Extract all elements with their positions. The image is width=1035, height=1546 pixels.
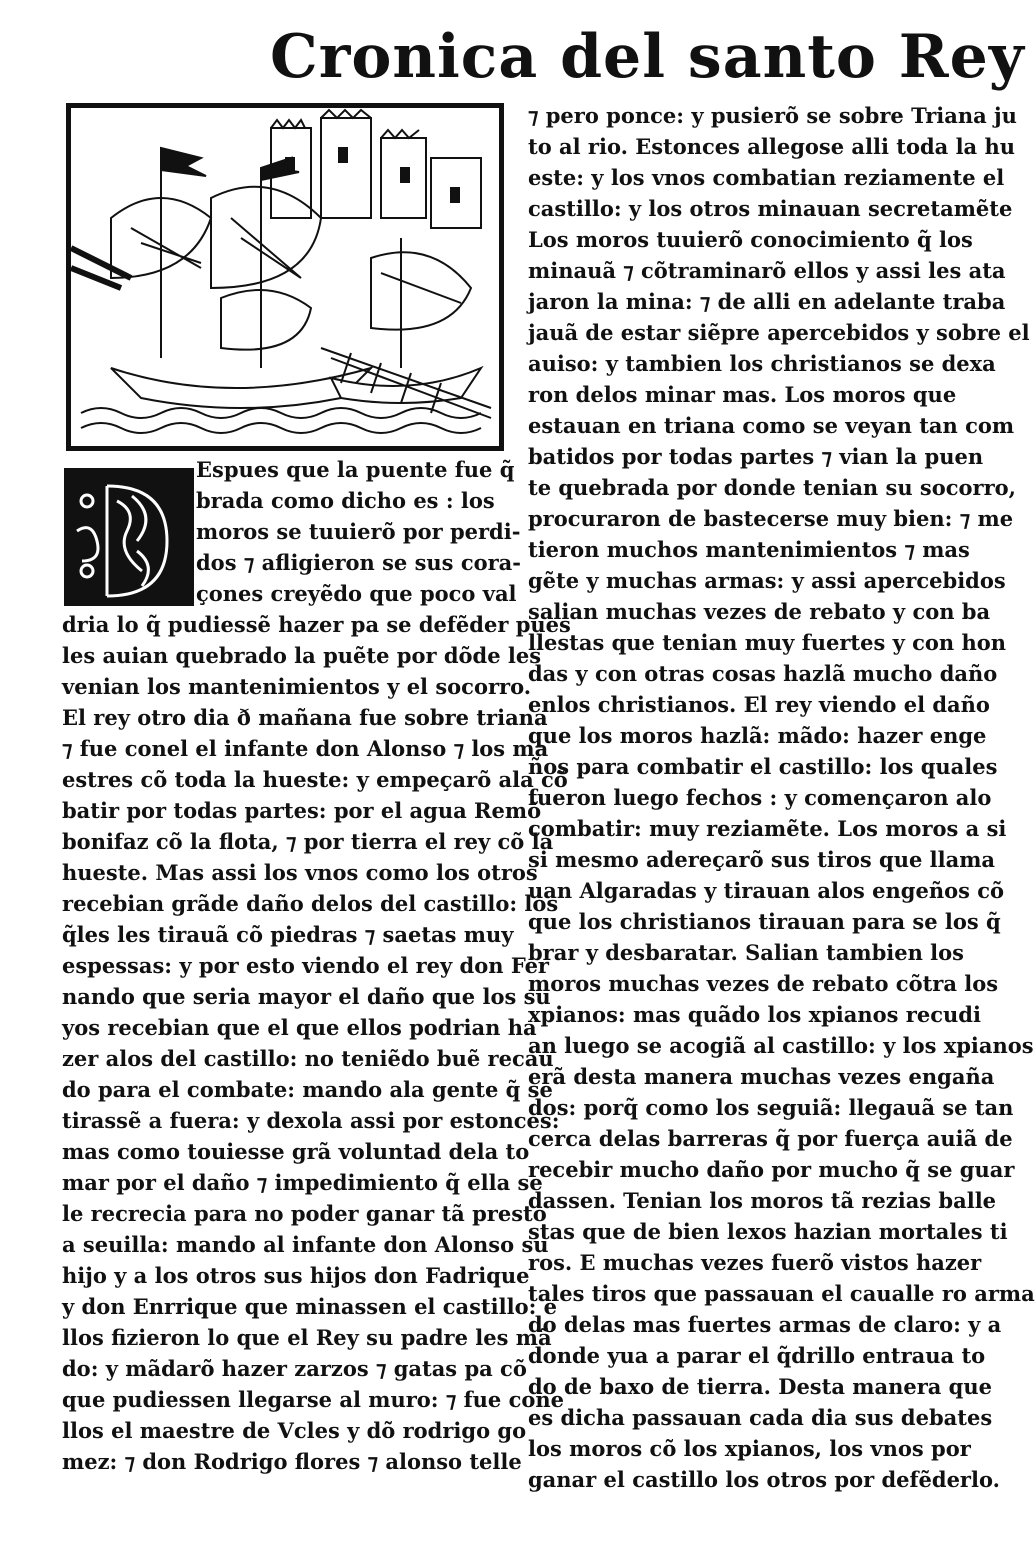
text-line: le recrecia para no poder ganar tã presto: [62, 1201, 547, 1226]
text-line: do: y mãdarõ hazer zarzos ⁊ gatas pa cõ: [62, 1356, 527, 1381]
text-line: y don Enrrique que minassen el castillo: e: [62, 1294, 557, 1319]
text-line: dassen. Tenian los moros tã rezias balle: [528, 1188, 997, 1213]
right-column: [528, 100, 1035, 1495]
text-line: yos recebian que el que ellos podrian ha: [62, 1015, 537, 1040]
text-line: dria lo q̃ pudiessẽ hazer pa se defẽder pues: [62, 612, 571, 637]
text-line: bonifaz cõ la flota, ⁊ por tierra el rey cõ la: [62, 829, 554, 854]
text-line: tieron muchos mantenimientos ⁊ mas: [528, 537, 970, 562]
running-head: Cronica del santo Rey: [270, 22, 1025, 92]
text-line: llos el maestre de Vcles y dõ rodrigo go: [62, 1418, 527, 1443]
text-line: donde yua a parar el q̃drillo entraua to: [528, 1343, 986, 1368]
text-line: dos ⁊ afligieron se sus cora-: [196, 550, 521, 575]
text-line: enlos christianos. El rey viendo el daño: [528, 692, 990, 717]
text-line: recebian grãde daño delos del castillo: los: [62, 891, 559, 916]
text-line: cerca delas barreras q̃ por fuerça auiã de: [528, 1126, 1013, 1151]
text-line: do delas mas fuertes armas de claro: y a: [528, 1312, 1002, 1337]
text-line: an luego se acogiã al castillo: y los xpianos: [528, 1033, 1034, 1058]
text-line: que los moros hazlã: mãdo: hazer enge: [528, 723, 987, 748]
text-line: hueste. Mas assi los vnos como los otros: [62, 860, 538, 885]
text-line: combatir: muy reziamẽte. Los moros a si: [528, 816, 1007, 841]
text-line: castillo: y los otros minauan secretamẽte: [528, 196, 1013, 221]
text-line: ⁊ pero ponce: y pusierõ se sobre Triana ju: [528, 103, 1017, 128]
text-line: moros se tuuierõ por perdi-: [196, 519, 521, 544]
text-line: este: y los vnos combatian reziamente el: [528, 165, 1005, 190]
text-line: te quebrada por donde tenian su socorro,: [528, 475, 1016, 500]
text-line: ños para combatir el castillo: los quales: [528, 754, 998, 779]
text-line: venian los mantenimientos y el socorro.: [62, 674, 532, 699]
text-line: gẽte y muchas armas: y assi apercebidos: [528, 568, 1006, 593]
text-line: mez: ⁊ don Rodrigo flores ⁊ alonso telle: [62, 1449, 522, 1474]
text-line: jaron la mina: ⁊ de alli en adelante traba: [528, 289, 1006, 314]
text-line: tales tiros que passauan el caualle ro arma: [528, 1281, 1035, 1306]
text-line: do de baxo de tierra. Desta manera que: [528, 1374, 992, 1399]
text-line: es dicha passauan cada dia sus debates: [528, 1405, 993, 1430]
text-line: espessas: y por esto viendo el rey don Fer: [62, 953, 549, 978]
text-line: zer alos del castillo: no teniẽdo buẽ recau: [62, 1046, 554, 1071]
text-line: moros muchas vezes de rebato cõtra los: [528, 971, 999, 996]
left-column-beside-initial: [196, 454, 521, 609]
text-line: a seuilla: mando al infante don Alonso su: [62, 1232, 549, 1257]
text-line: llos fizieron lo que el Rey su padre les mã: [62, 1325, 552, 1350]
text-line: nando que seria mayor el daño que los su: [62, 984, 551, 1009]
text-line: ron delos minar mas. Los moros que: [528, 382, 957, 407]
text-line: brada como dicho es : los: [196, 488, 495, 513]
text-line: mas como touiesse grã voluntad dela to: [62, 1139, 530, 1164]
text-line: salian muchas vezes de rebato y con ba: [528, 599, 991, 624]
text-line: que los christianos tirauan para se los q̃: [528, 909, 1001, 934]
text-line: les auian quebrado la puẽte por dõde les: [62, 643, 542, 668]
text-line: ros. E muchas vezes fuerõ vistos hazer: [528, 1250, 982, 1275]
text-line: dos: porq̃ como los seguiã: llegauã se tan: [528, 1095, 1014, 1120]
text-line: que pudiessen llegarse al muro: ⁊ fue cone: [62, 1387, 565, 1412]
text-line: stas que de bien lexos hazian mortales ti: [528, 1219, 1008, 1244]
text-line: ⁊ fue conel el infante don Alonso ⁊ los ma: [62, 736, 549, 761]
text-line: auiso: y tambien los christianos se dexa: [528, 351, 996, 376]
ships-and-castle-woodcut: [66, 103, 504, 451]
woodcut-illustration: [71, 108, 499, 446]
text-line: los moros cõ los xpianos, los vnos por: [528, 1436, 971, 1461]
text-line: minauã ⁊ cõtraminarõ ellos y assi les ata: [528, 258, 1006, 283]
text-line: uan Algaradas y tirauan alos engeños cõ: [528, 878, 1005, 903]
decorated-initial: [64, 468, 194, 606]
left-column: [62, 609, 571, 1477]
text-line: estauan en triana como se veyan tan com: [528, 413, 1015, 438]
text-line: batir por todas partes: por el agua Remõ: [62, 798, 542, 823]
text-line: jauã de estar siẽpre apercebidos y sobre el: [528, 320, 1030, 345]
decorated-initial-d: [67, 471, 191, 603]
text-line: das y con otras cosas hazlã mucho daño: [528, 661, 998, 686]
text-line: erã desta manera muchas vezes engaña: [528, 1064, 995, 1089]
text-line: fueron luego fechos : y començaron alo: [528, 785, 992, 810]
text-line: çones creyẽdo que poco val: [196, 581, 517, 606]
text-line: llestas que tenian muy fuertes y con hon: [528, 630, 1007, 655]
text-line: batidos por todas partes ⁊ vian la puen: [528, 444, 984, 469]
text-line: si mesmo adereçarõ sus tiros que llama: [528, 847, 996, 872]
text-line: El rey otro dia ð mañana fue sobre triana: [62, 705, 548, 730]
text-line: hijo y a los otros sus hijos don Fadrique: [62, 1263, 530, 1288]
text-line: Los moros tuuierõ conocimiento q̃ los: [528, 227, 973, 252]
text-line: to al rio. Estonces allegose alli toda la hu: [528, 134, 1015, 159]
text-line: tirassẽ a fuera: y dexola assi por estonces:: [62, 1108, 560, 1133]
text-line: estres cõ toda la hueste: y empeçarõ ala cõ: [62, 767, 568, 792]
text-line: mar por el daño ⁊ impedimiento q̃ ella se: [62, 1170, 543, 1195]
text-line: brar y desbaratar. Salian tambien los: [528, 940, 964, 965]
text-line: xpianos: mas quãdo los xpianos recudi: [528, 1002, 981, 1027]
text-line: q̃les les tirauã cõ piedras ⁊ saetas muy: [62, 922, 514, 947]
text-line: ganar el castillo los otros por defẽderlo.: [528, 1467, 1000, 1492]
text-line: Espues que la puente fue q̃: [196, 457, 515, 482]
text-line: do para el combate: mando ala gente q̃ se: [62, 1077, 553, 1102]
text-line: procuraron de bastecerse muy bien: ⁊ me: [528, 506, 1014, 531]
text-line: recebir mucho daño por mucho q̃ se guar: [528, 1157, 1015, 1182]
